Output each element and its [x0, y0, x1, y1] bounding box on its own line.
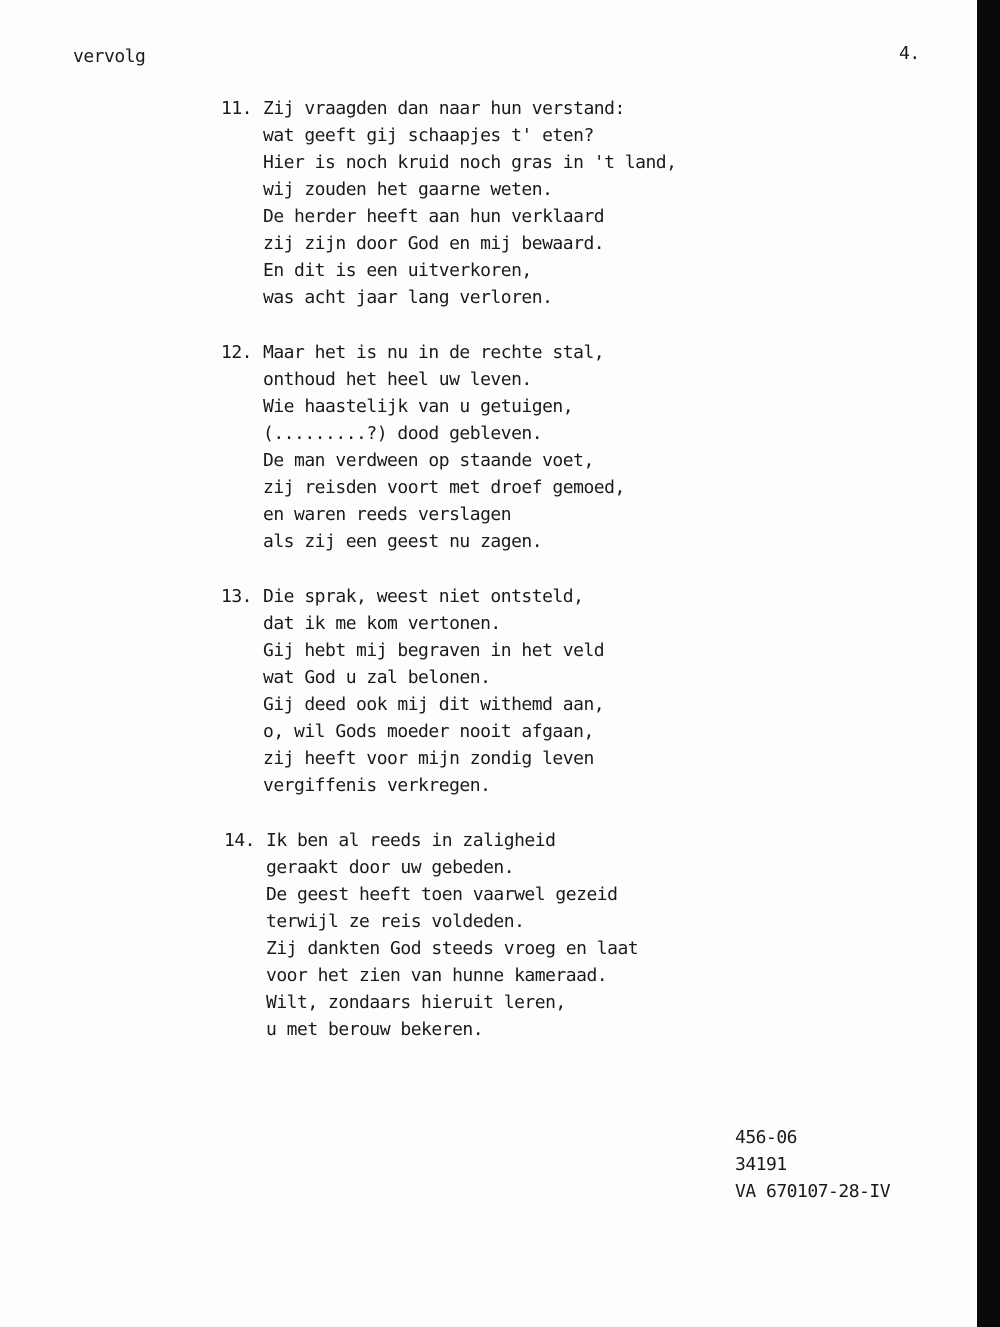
verse-line: zij reisden voort met droef gemoed, [263, 477, 625, 498]
verse-line: en waren reeds verslagen [263, 504, 512, 525]
reference-line: VA 670107-28-IV [735, 1181, 891, 1202]
verse-line: De geest heeft toen vaarwel gezeid [266, 884, 618, 905]
verse-line: Zij dankten God steeds vroeg en laat [266, 938, 639, 959]
verse-line: Die sprak, weest niet ontsteld, [263, 586, 584, 607]
verse-line: als zij een geest nu zagen. [263, 531, 543, 552]
verse-line: Wie haastelijk van u getuigen, [263, 396, 574, 417]
verse-line: De man verdween op staande voet, [263, 450, 594, 471]
verse-line: zij heeft voor mijn zondig leven [263, 748, 594, 769]
verse-line: En dit is een uitverkoren, [263, 260, 532, 281]
verse-line: Hier is noch kruid noch gras in 't land, [263, 152, 677, 173]
verse-line: voor het zien van hunne kameraad. [266, 965, 608, 986]
verse-line: dat ik me kom vertonen. [263, 613, 501, 634]
verse-line: Gij hebt mij begraven in het veld [263, 640, 605, 661]
verse-line: Maar het is nu in de rechte stal, [263, 342, 605, 363]
reference-line: 456-06 [735, 1127, 798, 1148]
verse-line: wat geeft gij schaapjes t' eten? [263, 125, 594, 146]
scan-border [977, 0, 1000, 1327]
verse-line: zij zijn door God en mij bewaard. [263, 233, 605, 254]
verse-line: terwijl ze reis voldeden. [266, 911, 525, 932]
verse-line: wij zouden het gaarne weten. [263, 179, 553, 200]
stanza-number: 14. [224, 830, 256, 851]
verse-line: (.........?) dood gebleven. [263, 423, 543, 444]
verse-line: u met berouw bekeren. [266, 1019, 484, 1040]
stanza-number: 13. [221, 586, 253, 607]
verse-line: vergiffenis verkregen. [263, 775, 491, 796]
page-number: 4. [899, 43, 920, 64]
verse-line: wat God u zal belonen. [263, 667, 491, 688]
verse-line: onthoud het heel uw leven. [263, 369, 532, 390]
verse-line: De herder heeft aan hun verklaard [263, 206, 605, 227]
verse-line: Zij vraagden dan naar hun verstand: [263, 98, 625, 119]
header-label: vervolg [73, 46, 146, 67]
stanza-number: 11. [221, 98, 253, 119]
reference-line: 34191 [735, 1154, 787, 1175]
archive-reference [735, 1124, 890, 1205]
verse-line: Gij deed ook mij dit withemd aan, [263, 694, 605, 715]
verse-line: geraakt door uw gebeden. [266, 857, 515, 878]
verse-line: o, wil Gods moeder nooit afgaan, [263, 721, 594, 742]
verse-line: was acht jaar lang verloren. [263, 287, 553, 308]
stanza-number: 12. [221, 342, 253, 363]
verse-line: Ik ben al reeds in zaligheid [266, 830, 556, 851]
verse-line: Wilt, zondaars hieruit leren, [266, 992, 566, 1013]
